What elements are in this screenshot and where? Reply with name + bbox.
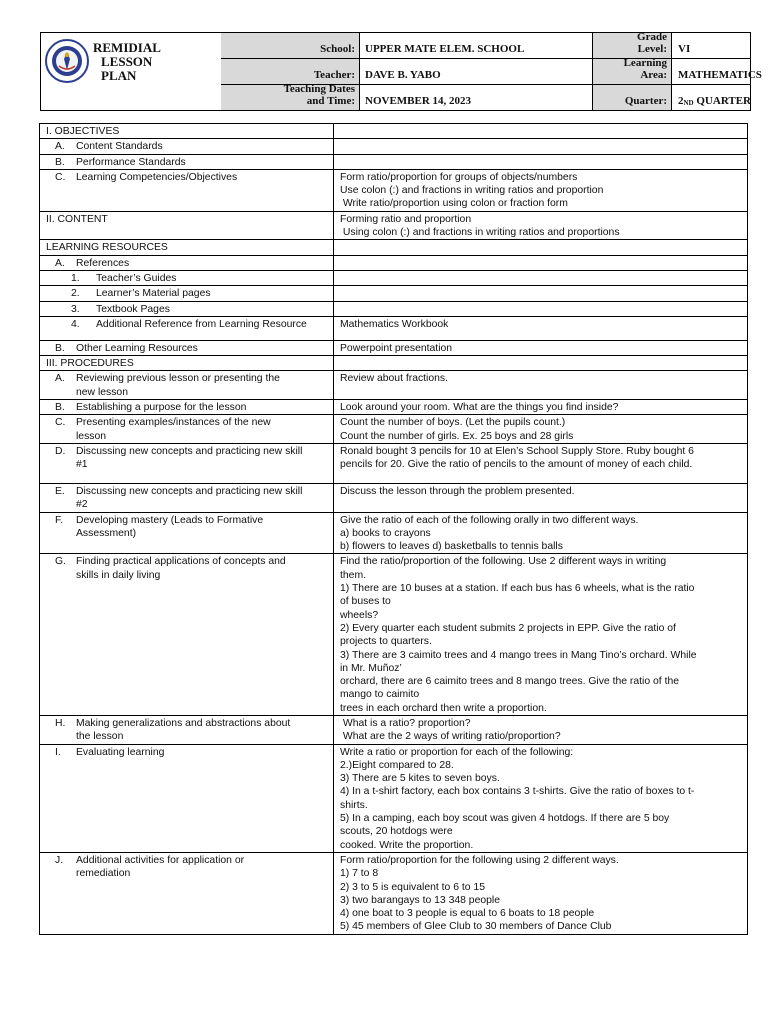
value-line: Form ratio/proportion for groups of objects/numbers bbox=[340, 171, 578, 183]
procedure-label bbox=[40, 715, 334, 744]
table-row bbox=[40, 124, 748, 139]
value-line: pencils for 20. Give the ratio of pencils to the amount of money of each child. bbox=[340, 459, 693, 471]
item-letter: A. bbox=[55, 257, 65, 269]
value-line: Give the ratio of each of the following orally in two different ways. bbox=[340, 514, 639, 526]
performance-standards-value bbox=[334, 154, 748, 169]
procedure-value bbox=[334, 852, 748, 934]
item-label bbox=[76, 372, 327, 399]
item-letter: I. bbox=[55, 746, 61, 758]
procedure-value bbox=[334, 443, 748, 483]
item-letter: H. bbox=[55, 717, 66, 729]
content-label: II. CONTENT bbox=[40, 211, 334, 240]
item-label: Textbook Pages bbox=[96, 303, 170, 315]
table-row bbox=[40, 240, 748, 255]
procedure-label bbox=[40, 415, 334, 444]
value-line: Count the number of girls. Ex. 25 boys and 28 girls bbox=[340, 430, 574, 442]
item-number: 1. bbox=[71, 272, 80, 284]
item-letter: E. bbox=[55, 485, 65, 497]
value-line: What is a ratio? proportion? bbox=[340, 717, 471, 729]
value-line: wheels? bbox=[340, 609, 379, 621]
item-label bbox=[76, 555, 327, 582]
procedure-label bbox=[40, 554, 334, 716]
label-line: Making generalizations and abstractions about bbox=[76, 717, 291, 729]
table-row bbox=[40, 356, 748, 371]
item-number: 2. bbox=[71, 288, 80, 300]
table-row bbox=[40, 744, 748, 852]
school-label: School: bbox=[221, 33, 360, 58]
table-row bbox=[40, 255, 748, 270]
item-label: Additional Reference from Learning Resource bbox=[96, 318, 307, 330]
procedure-value bbox=[334, 483, 748, 512]
item-label: Learner’s Material pages bbox=[96, 288, 211, 300]
procedure-item bbox=[46, 485, 327, 512]
title-block bbox=[93, 41, 161, 83]
table-row bbox=[40, 169, 748, 211]
quarter-value bbox=[672, 85, 750, 110]
item-letter: G. bbox=[55, 556, 66, 568]
item-letter: B. bbox=[55, 342, 65, 354]
procedure-label bbox=[40, 744, 334, 852]
table-row bbox=[40, 483, 748, 512]
item-number: 3. bbox=[71, 303, 80, 315]
item-letter: B. bbox=[55, 156, 65, 168]
table-row bbox=[40, 270, 748, 285]
value-line: 4) In a t-shirt factory, each box contains 3 t-shirts. Give the ratio of boxes to t- bbox=[340, 786, 695, 798]
value-line: 3) There are 3 caimito trees and 4 mango trees in Mang Tino’s orchard. While bbox=[340, 649, 697, 661]
learners-material-value bbox=[334, 286, 748, 301]
value-line: Using colon (:) and fractions in writing ratios and proportions bbox=[340, 227, 620, 239]
value-line: Use colon (:) and fractions in writing ratios and proportion bbox=[340, 185, 604, 197]
item-letter: C. bbox=[55, 417, 66, 429]
item-label bbox=[76, 416, 327, 443]
item-letter: C. bbox=[55, 171, 66, 183]
value-line: scouts, 20 hotdogs were bbox=[340, 826, 453, 838]
additional-reference-label bbox=[40, 316, 334, 340]
value-line: Discuss the lesson through the problem presented. bbox=[340, 485, 575, 497]
value-line: of buses to bbox=[340, 596, 391, 608]
content-standards-value bbox=[334, 139, 748, 154]
label-line: remediation bbox=[76, 868, 131, 880]
label-line: #2 bbox=[76, 499, 88, 511]
item-label: Teacher’s Guides bbox=[96, 272, 177, 284]
logo-cell bbox=[41, 33, 222, 110]
procedure-item bbox=[46, 514, 327, 541]
procedure-item bbox=[46, 445, 327, 472]
label-line: Presenting examples/instances of the new bbox=[76, 417, 271, 429]
label-line: Assessment) bbox=[76, 527, 137, 539]
value-line: Write a ratio or proportion for each of the following: bbox=[340, 746, 574, 758]
item-label: Learning Competencies/Objectives bbox=[76, 171, 238, 183]
content-standards-label bbox=[40, 139, 334, 154]
value-line: 2) 3 to 5 is equivalent to 6 to 15 bbox=[340, 881, 485, 893]
label-line: Additional activities for application or bbox=[76, 854, 245, 866]
value-line: in Mr. Muñoz’ bbox=[340, 662, 402, 674]
table-row bbox=[40, 286, 748, 301]
table-row bbox=[40, 400, 748, 415]
quarter-word: QUARTER bbox=[693, 95, 751, 107]
area-value: MATHEMATICS bbox=[678, 69, 762, 81]
procedure-value bbox=[334, 371, 748, 400]
value-line: 5) 45 members of Glee Club to 30 members of Dance Club bbox=[340, 921, 612, 933]
value-line: 3) two barangays to 13 348 people bbox=[340, 894, 501, 906]
procedure-label bbox=[40, 443, 334, 483]
label-line: Establishing a purpose for the lesson bbox=[76, 402, 247, 414]
value-line: 2) Every quarter each student submits 2 projects in EPP. Give the ratio of bbox=[340, 622, 676, 634]
procedures-heading: III. PROCEDURES bbox=[40, 356, 334, 371]
table-row bbox=[40, 715, 748, 744]
table-row bbox=[40, 301, 748, 316]
quarter-suffix: ND bbox=[683, 99, 694, 107]
procedure-label bbox=[40, 483, 334, 512]
value-line: Forming ratio and proportion bbox=[340, 213, 472, 225]
content-value bbox=[334, 211, 748, 240]
table-row bbox=[40, 371, 748, 400]
label-line: Evaluating learning bbox=[76, 746, 165, 758]
resources-value bbox=[334, 240, 748, 255]
procedure-value bbox=[334, 744, 748, 852]
item-letter: A. bbox=[55, 373, 65, 385]
label-line: new lesson bbox=[76, 386, 128, 398]
grade-label-line-2: Level: bbox=[637, 43, 667, 55]
label-line: Reviewing previous lesson or presenting the bbox=[76, 373, 280, 385]
label-line: Discussing new concepts and practicing new skill bbox=[76, 485, 303, 497]
value-line: 1) There are 10 buses at a station. If each bus has 6 wheels, what is the ratio bbox=[340, 583, 695, 595]
table-row bbox=[40, 211, 748, 240]
label-line: lesson bbox=[76, 430, 107, 442]
header-row-teacher bbox=[221, 57, 762, 85]
dates-label-line-2: and Time: bbox=[306, 95, 355, 107]
competencies-value bbox=[334, 169, 748, 211]
references-value bbox=[334, 255, 748, 270]
label-line: skills in daily living bbox=[76, 569, 161, 581]
item-label bbox=[76, 854, 327, 881]
label-line: Developing mastery (Leads to Formative bbox=[76, 514, 264, 526]
label-line: Finding practical applications of concepts and bbox=[76, 556, 286, 568]
teachers-guides-value bbox=[334, 270, 748, 285]
value-line: cooked. Write the proportion. bbox=[340, 839, 474, 851]
dates-value: NOVEMBER 14, 2023 bbox=[360, 85, 593, 110]
lesson-plan-table bbox=[39, 123, 748, 935]
value-line: b) flowers to leaves d) basketballs to tennis balls bbox=[340, 541, 563, 553]
procedure-value bbox=[334, 715, 748, 744]
procedure-item bbox=[46, 372, 327, 399]
value-line: Find the ratio/proportion of the following. Use 2 different ways in writing bbox=[340, 556, 667, 568]
procedure-item bbox=[46, 416, 327, 443]
table-row bbox=[40, 852, 748, 934]
area-label bbox=[593, 59, 672, 84]
objectives-heading: I. OBJECTIVES bbox=[40, 124, 334, 139]
item-letter: J. bbox=[55, 854, 64, 866]
title-line-3: PLAN bbox=[101, 68, 137, 83]
item-label: Other Learning Resources bbox=[76, 342, 198, 354]
resources-heading: LEARNING RESOURCES bbox=[40, 240, 334, 255]
additional-reference-value: Mathematics Workbook bbox=[334, 316, 748, 340]
grade-label bbox=[593, 33, 672, 58]
dates-label bbox=[221, 85, 360, 110]
item-label bbox=[76, 485, 327, 512]
table-row bbox=[40, 443, 748, 483]
item-label bbox=[76, 514, 327, 541]
table-row bbox=[40, 512, 748, 554]
value-line: Review about fractions. bbox=[340, 373, 449, 385]
value-line: 3) There are 5 kites to seven boys. bbox=[340, 773, 500, 785]
procedure-item bbox=[46, 746, 327, 759]
procedure-label bbox=[40, 512, 334, 554]
label-line: the lesson bbox=[76, 731, 124, 743]
other-resources-value: Powerpoint presentation bbox=[334, 340, 748, 355]
lesson-plan-header bbox=[40, 31, 762, 111]
value-line: trees in each orchard then write a proportion. bbox=[340, 702, 547, 714]
procedure-item bbox=[46, 717, 327, 744]
quarter-number: 2 bbox=[678, 95, 684, 107]
performance-standards-label bbox=[40, 154, 334, 169]
value-line: Count the number of boys. (Let the pupils count.) bbox=[340, 417, 566, 429]
learners-material-label bbox=[40, 286, 334, 301]
procedure-label bbox=[40, 400, 334, 415]
table-row bbox=[40, 139, 748, 154]
procedure-value bbox=[334, 400, 748, 415]
value-line: orchard, there are 6 caimito trees and 8 mango trees. Give the ratio of the bbox=[340, 676, 680, 688]
value-line: Write ratio/proportion using colon or fraction form bbox=[340, 198, 568, 210]
value-line: projects to quarters. bbox=[340, 636, 432, 648]
item-letter: A. bbox=[55, 141, 65, 153]
title-line-2: LESSON bbox=[101, 54, 153, 69]
school-value: UPPER MATE ELEM. SCHOOL bbox=[360, 33, 593, 58]
other-resources-label bbox=[40, 340, 334, 355]
area-label-line-1: Learning bbox=[623, 57, 667, 69]
value-line: What are the 2 ways of writing ratio/proportion? bbox=[340, 731, 561, 743]
value-line: Look around your room. What are the things you find inside? bbox=[340, 402, 619, 414]
value-line: 5) In a camping, each boy scout was given 4 hotdogs. If there are 5 boy bbox=[340, 813, 670, 825]
item-label: Performance Standards bbox=[76, 156, 186, 168]
value-line: mango to caimito bbox=[340, 689, 420, 701]
competencies-label bbox=[40, 169, 334, 211]
value-line: a) books to crayons bbox=[340, 527, 431, 539]
header-row-dates bbox=[221, 85, 750, 110]
textbook-pages-label bbox=[40, 301, 334, 316]
procedure-item bbox=[46, 854, 327, 881]
item-label bbox=[76, 746, 327, 759]
table-row bbox=[40, 316, 748, 340]
procedures-value bbox=[334, 356, 748, 371]
table-row bbox=[40, 340, 748, 355]
table-row bbox=[40, 415, 748, 444]
procedure-value bbox=[334, 415, 748, 444]
value-line: Form ratio/proportion for the following using 2 different ways. bbox=[340, 854, 619, 866]
item-label: Content Standards bbox=[76, 141, 163, 153]
procedure-item bbox=[46, 555, 327, 582]
references-label bbox=[40, 255, 334, 270]
area-label-line-2: Area: bbox=[640, 69, 667, 81]
value-line: Ronald bought 3 pencils for 10 at Elen’s School Supply Store. Ruby bought 6 bbox=[340, 445, 694, 457]
quarter-label: Quarter: bbox=[593, 85, 672, 110]
dates-label-line-1: Teaching Dates bbox=[283, 83, 355, 95]
textbook-pages-value bbox=[334, 301, 748, 316]
label-line: Discussing new concepts and practicing new skill bbox=[76, 445, 303, 457]
procedure-label bbox=[40, 371, 334, 400]
value-line: them. bbox=[340, 569, 366, 581]
value-line: shirts. bbox=[340, 799, 368, 811]
grade-label-line-1: Grade bbox=[637, 31, 667, 43]
value-line: 2.)Eight compared to 28. bbox=[340, 759, 454, 771]
procedure-value bbox=[334, 512, 748, 554]
table-row bbox=[40, 554, 748, 716]
teacher-value: DAVE B. YABO bbox=[360, 59, 593, 84]
table-row bbox=[40, 154, 748, 169]
value-line: 4) one boat to 3 people is equal to 6 boats to 18 people bbox=[340, 908, 595, 920]
item-number: 4. bbox=[71, 318, 80, 330]
teacher-label: Teacher: bbox=[221, 59, 360, 84]
teachers-guides-label bbox=[40, 270, 334, 285]
title-line-1: REMIDIAL bbox=[93, 40, 161, 55]
header-row-school bbox=[221, 33, 750, 59]
item-letter: D. bbox=[55, 445, 66, 457]
procedure-label bbox=[40, 852, 334, 934]
item-label bbox=[76, 401, 327, 414]
procedure-value bbox=[334, 554, 748, 716]
objectives-value bbox=[334, 124, 748, 139]
grade-value: VI bbox=[678, 43, 691, 55]
item-label bbox=[76, 445, 327, 472]
item-letter: B. bbox=[55, 402, 65, 414]
item-label: References bbox=[76, 257, 130, 269]
deped-seal-icon bbox=[45, 39, 89, 83]
procedure-item bbox=[46, 401, 327, 414]
value-line: 1) 7 to 8 bbox=[340, 868, 379, 880]
label-line: #1 bbox=[76, 459, 88, 471]
item-label bbox=[76, 717, 327, 744]
item-letter: F. bbox=[55, 514, 64, 526]
